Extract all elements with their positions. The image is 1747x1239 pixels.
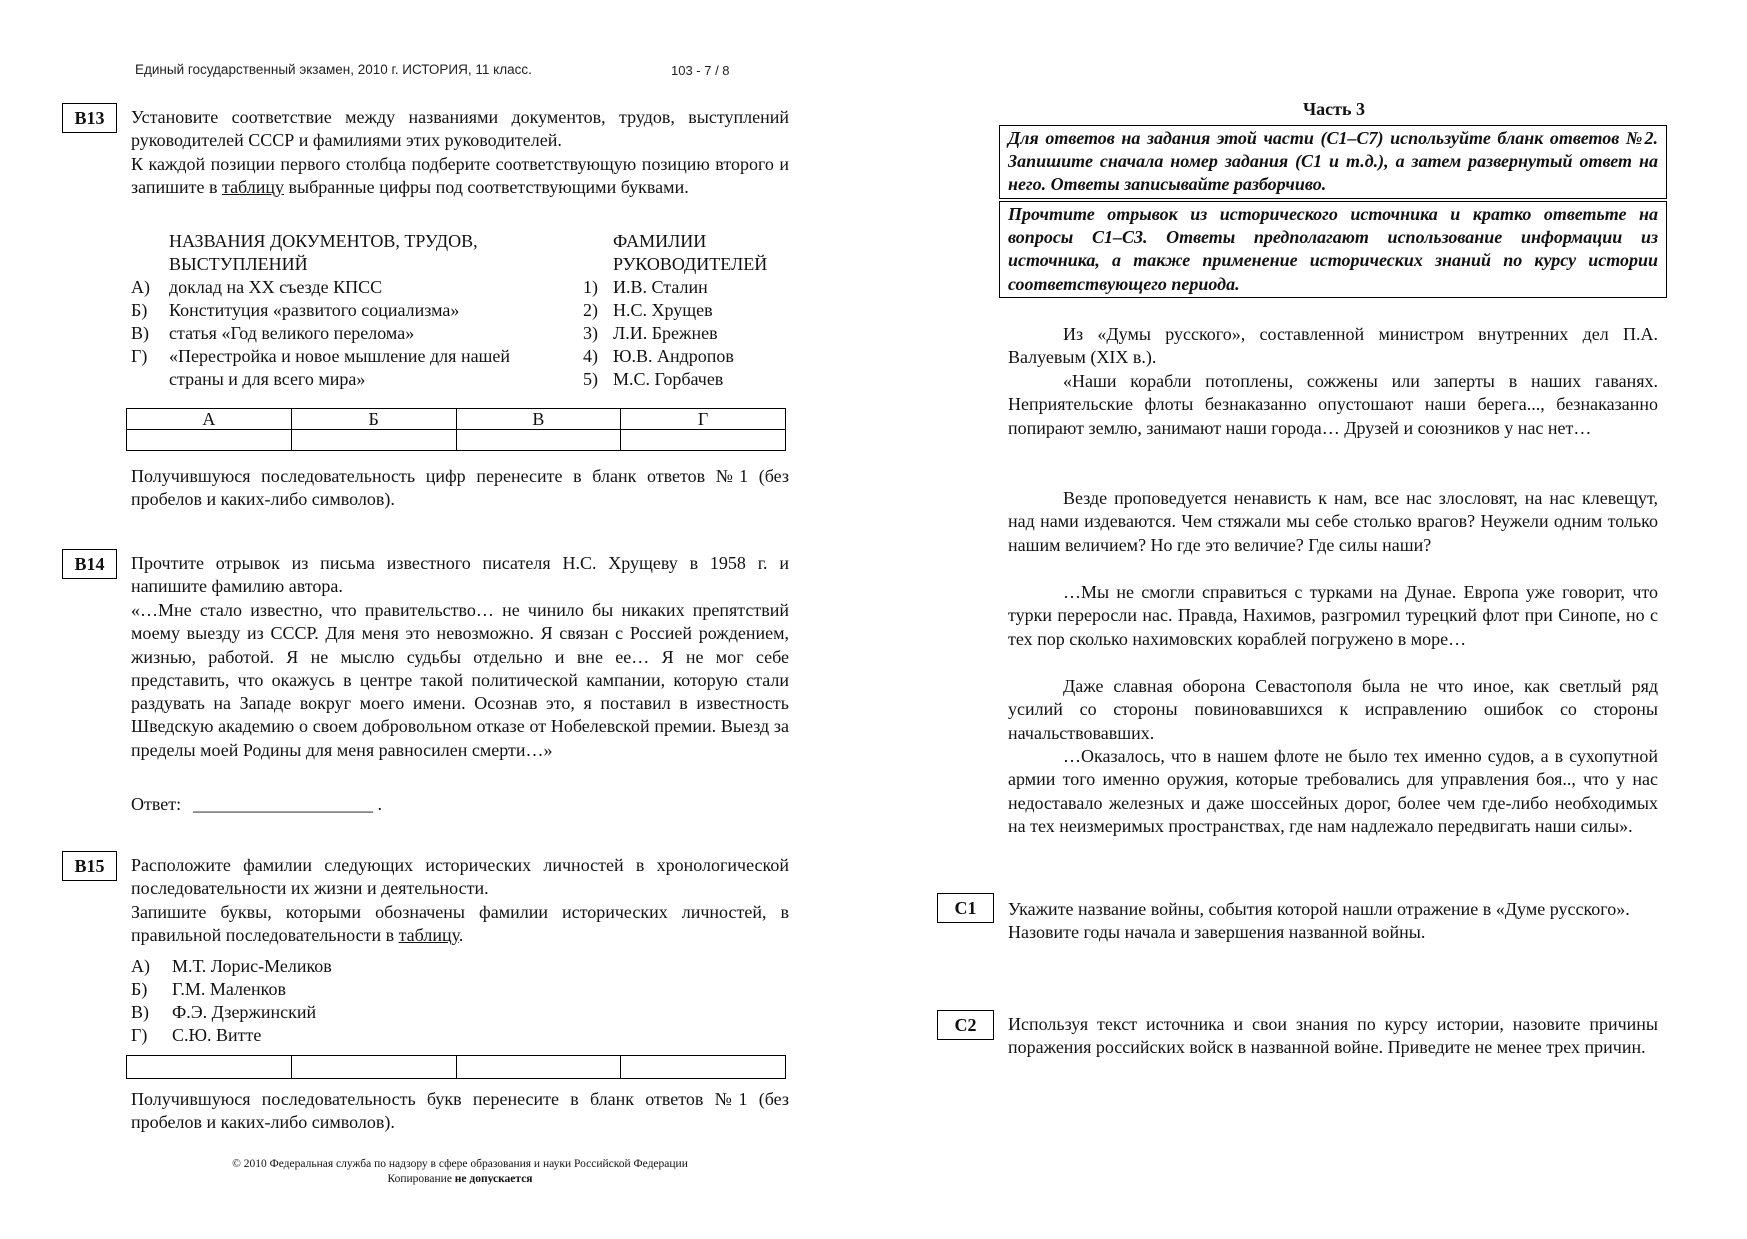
exam-header: Единый государственный экзамен, 2010 г. ИСТОРИЯ, 11 класс. (135, 62, 532, 77)
b13-intro (131, 106, 789, 199)
b15-intro-text: Расположите фамилии следующих исторических личностей в хронологической последовательности их жизни и деятельности. (131, 855, 789, 899)
c1-question-years: Назовите годы начала и завершения названной войны. (1008, 922, 1426, 943)
b15-intro2-pre: Запишите буквы, которыми обозначены фамилии исторических личностей, в правильной последовательности в (131, 901, 789, 945)
c1-tag: C1 (937, 893, 994, 923)
b13-answer-cell[interactable] (621, 430, 786, 451)
b13-right-item: М.С. Горбачев (613, 369, 724, 389)
c2-tag: C2 (937, 1010, 994, 1040)
b13-right-item: И.В. Сталин (613, 277, 708, 297)
source-intro: Из «Думы русского», составленной министром внутренних дел П.А. Валуевым (XIX в.). (1008, 324, 1658, 368)
b13-answer-cell[interactable] (127, 430, 292, 451)
part3-instruction-2: Прочтите отрывок из исторического источника и кратко ответьте на вопросы С1–С3. Ответы предполагают использование информации из источника, а также применение исторических знаний по курсу истории соответствующего периода. (999, 201, 1667, 298)
b13-left-item: Конституция «развитого социализма» (169, 300, 460, 320)
b13-answer-cell[interactable] (291, 430, 456, 451)
footer (110, 1157, 810, 1187)
b13-right-num: 3) (583, 323, 598, 343)
source-para-5: …Оказалось, что в нашем флоте не было тех именно судов, а в сухопутной армии того именно оружия, которые требовались для управления боя.., что у нас недоставало железных и даже шоссейных дорог, более чем где-либо необходимых на тех неизмеримых пространствах, где нам надлежало передвигать наши силы». (1008, 746, 1658, 836)
c1-question-text: Укажите название войны, события которой нашли отражение в «Думе русского». (1008, 899, 1630, 919)
b13-right-num: 5) (583, 369, 598, 389)
b15-answer-cell[interactable] (621, 1056, 786, 1079)
b13-left-item: статья «Год великого перелома» (169, 323, 415, 343)
b14-tag: B14 (62, 549, 117, 579)
c1-question (1008, 898, 1658, 945)
b13-table-link: таблицу (221, 176, 285, 197)
b13-left-letter: Б) (131, 300, 148, 320)
b15-answer-cell[interactable] (456, 1056, 621, 1079)
b13-tag: B13 (62, 103, 117, 133)
b15-outro: Получившуюся последовательность букв перенесите в бланк ответов №1 (без пробелов и каких-либо символов). (131, 1089, 789, 1133)
part3-title: Часть 3 (1302, 99, 1366, 119)
b14-answer-label: Ответ: (131, 794, 182, 814)
b15-intro2-post: . (458, 924, 464, 945)
b14-quote: «…Мне стало известно, что правительство… не чинило бы никаких препятствий моему выезду из СССР. Для меня это невозможно. Я связан с Россией рождением, жизнью, работой. Я не мыслю судьбы отдельно и вне ее… Я не мог себе представить, что окажусь в центре такой политической кампании, которую стали раздувать на Западе вокруг моего имени. Осознав это, я поставил в известность Шведскую академию о своем добровольном отказе от Нобелевской премии. Выезд за пределы моей Родины для меня равносилен смерти…» (131, 600, 789, 760)
source-para-2: Везде проповедуется ненависть к нам, все нас злословят, на нас клевещут, над нами издеваются. Чем стяжали мы себе столько врагов? Неужели одним только нашим величием? Но где это величие? Где силы наши? (1008, 488, 1658, 555)
b13-col1-header-2: ВЫСТУПЛЕНИЙ (169, 254, 308, 274)
b13-left-letter: В) (131, 323, 149, 343)
b15-answer-cell[interactable] (291, 1056, 456, 1079)
b13-col1-header-1: НАЗВАНИЯ ДОКУМЕНТОВ, ТРУДОВ, (169, 231, 478, 251)
b15-answer-table (126, 1055, 786, 1079)
b13-col-header: В (456, 409, 621, 430)
b13-answer-table (126, 408, 786, 451)
footer-copy-bold: не допускается (454, 1173, 533, 1185)
b13-intro-text: Установите соответствие между названиями документов, трудов, выступлений руководителей СССР и фамилиями этих руководителей. (131, 107, 789, 151)
b13-right-item: Л.И. Брежнев (613, 323, 718, 343)
b13-col-header: Г (621, 409, 786, 430)
b15-item: М.Т. Лорис-Меликов (172, 956, 332, 976)
source-para-1: «Наши корабли потоплены, сожжены или заперты в наших гаванях. Неприятельские флоты безнаказанно опустошают наши берега..., безнаказанно попирают землю, занимают наши города… Друзей и союзников у нас нет… (1008, 371, 1658, 438)
b15-item: Г.М. Маленков (172, 979, 286, 999)
b13-col-header: Б (291, 409, 456, 430)
part3-instruction-1: Для ответов на задания этой части (С1–С7) используйте бланк ответов №2. Запишите сначала номер задания (С1 и т.д.), а затем развернутый ответ на него. Ответы записывайте разборчиво. (999, 125, 1667, 199)
b13-left-item: доклад на XX съезде КПСС (169, 277, 383, 297)
b13-col-header: А (127, 409, 292, 430)
b13-intro2-pre: К каждой позиции первого столбца подберите соответствующую позицию второго и запишите в (131, 153, 789, 197)
b15-tag: B15 (62, 851, 117, 881)
b13-outro: Получившуюся последовательность цифр перенесите в бланк ответов №1 (без пробелов и каких-либо символов). (131, 466, 789, 510)
b13-col2-header-2: РУКОВОДИТЕЛЕЙ (613, 254, 768, 274)
b13-left-item: «Перестройка и новое мышление для нашей (169, 346, 511, 366)
b13-right-num: 4) (583, 346, 598, 366)
b15-item-letter: В) (131, 1002, 149, 1022)
footer-copyright: © 2010 Федеральная служба по надзору в сфере образования и науки Российской Федерации (232, 1158, 688, 1170)
b13-left-letter: Г) (131, 346, 148, 366)
b15-answer-cell[interactable] (127, 1056, 292, 1079)
page-number: 103 - 7 / 8 (671, 63, 730, 78)
b13-left-item: страны и для всего мира» (169, 369, 366, 389)
b13-right-item: Ю.В. Андропов (613, 346, 734, 366)
footer-copy-prefix: Копирование (387, 1173, 455, 1185)
b13-col2-header-1: ФАМИЛИИ (613, 231, 707, 251)
footer-copy-note (110, 1172, 810, 1187)
b13-right-num: 1) (583, 277, 598, 297)
b15-item-letter: Г) (131, 1025, 148, 1045)
c2-question: Используя текст источника и свои знания по курсу истории, назовите причины поражения российских войск в названной войне. Приведите не менее трех причин. (1008, 1014, 1658, 1058)
b13-right-item: Н.С. Хрущев (613, 300, 713, 320)
b13-right-num: 2) (583, 300, 598, 320)
b13-answer-cell[interactable] (456, 430, 621, 451)
b15-item: Ф.Э. Дзержинский (172, 1002, 317, 1022)
b15-intro (131, 854, 789, 947)
b13-left-letter: А) (131, 277, 150, 297)
b15-table-link: таблицу (398, 924, 459, 945)
b15-item-letter: Б) (131, 979, 148, 999)
b14-intro: Прочтите отрывок из письма известного писателя Н.С. Хрущеву в 1958 г. и напишите фамилию автора. (131, 553, 789, 597)
b14-answer-line[interactable]: ____________________ . (193, 794, 382, 814)
source-para-3: …Мы не смогли справиться с турками на Дунае. Европа уже говорит, что турки переросли нас. Правда, Нахимов, разгромил турецкий флот при Синопе, но с тех пор сколько нахимовских кораблей погружено в море… (1008, 582, 1658, 649)
source-para-4: Даже славная оборона Севастополя была не что иное, как светлый ряд усилий со стороны повиновавшихся к исправлению ошибок со стороны начальствовавших. (1008, 676, 1658, 743)
b15-item-letter: А) (131, 956, 150, 976)
b15-item: С.Ю. Витте (172, 1025, 262, 1045)
b13-intro2-post: выбранные цифры под соответствующими буквами. (284, 176, 689, 197)
